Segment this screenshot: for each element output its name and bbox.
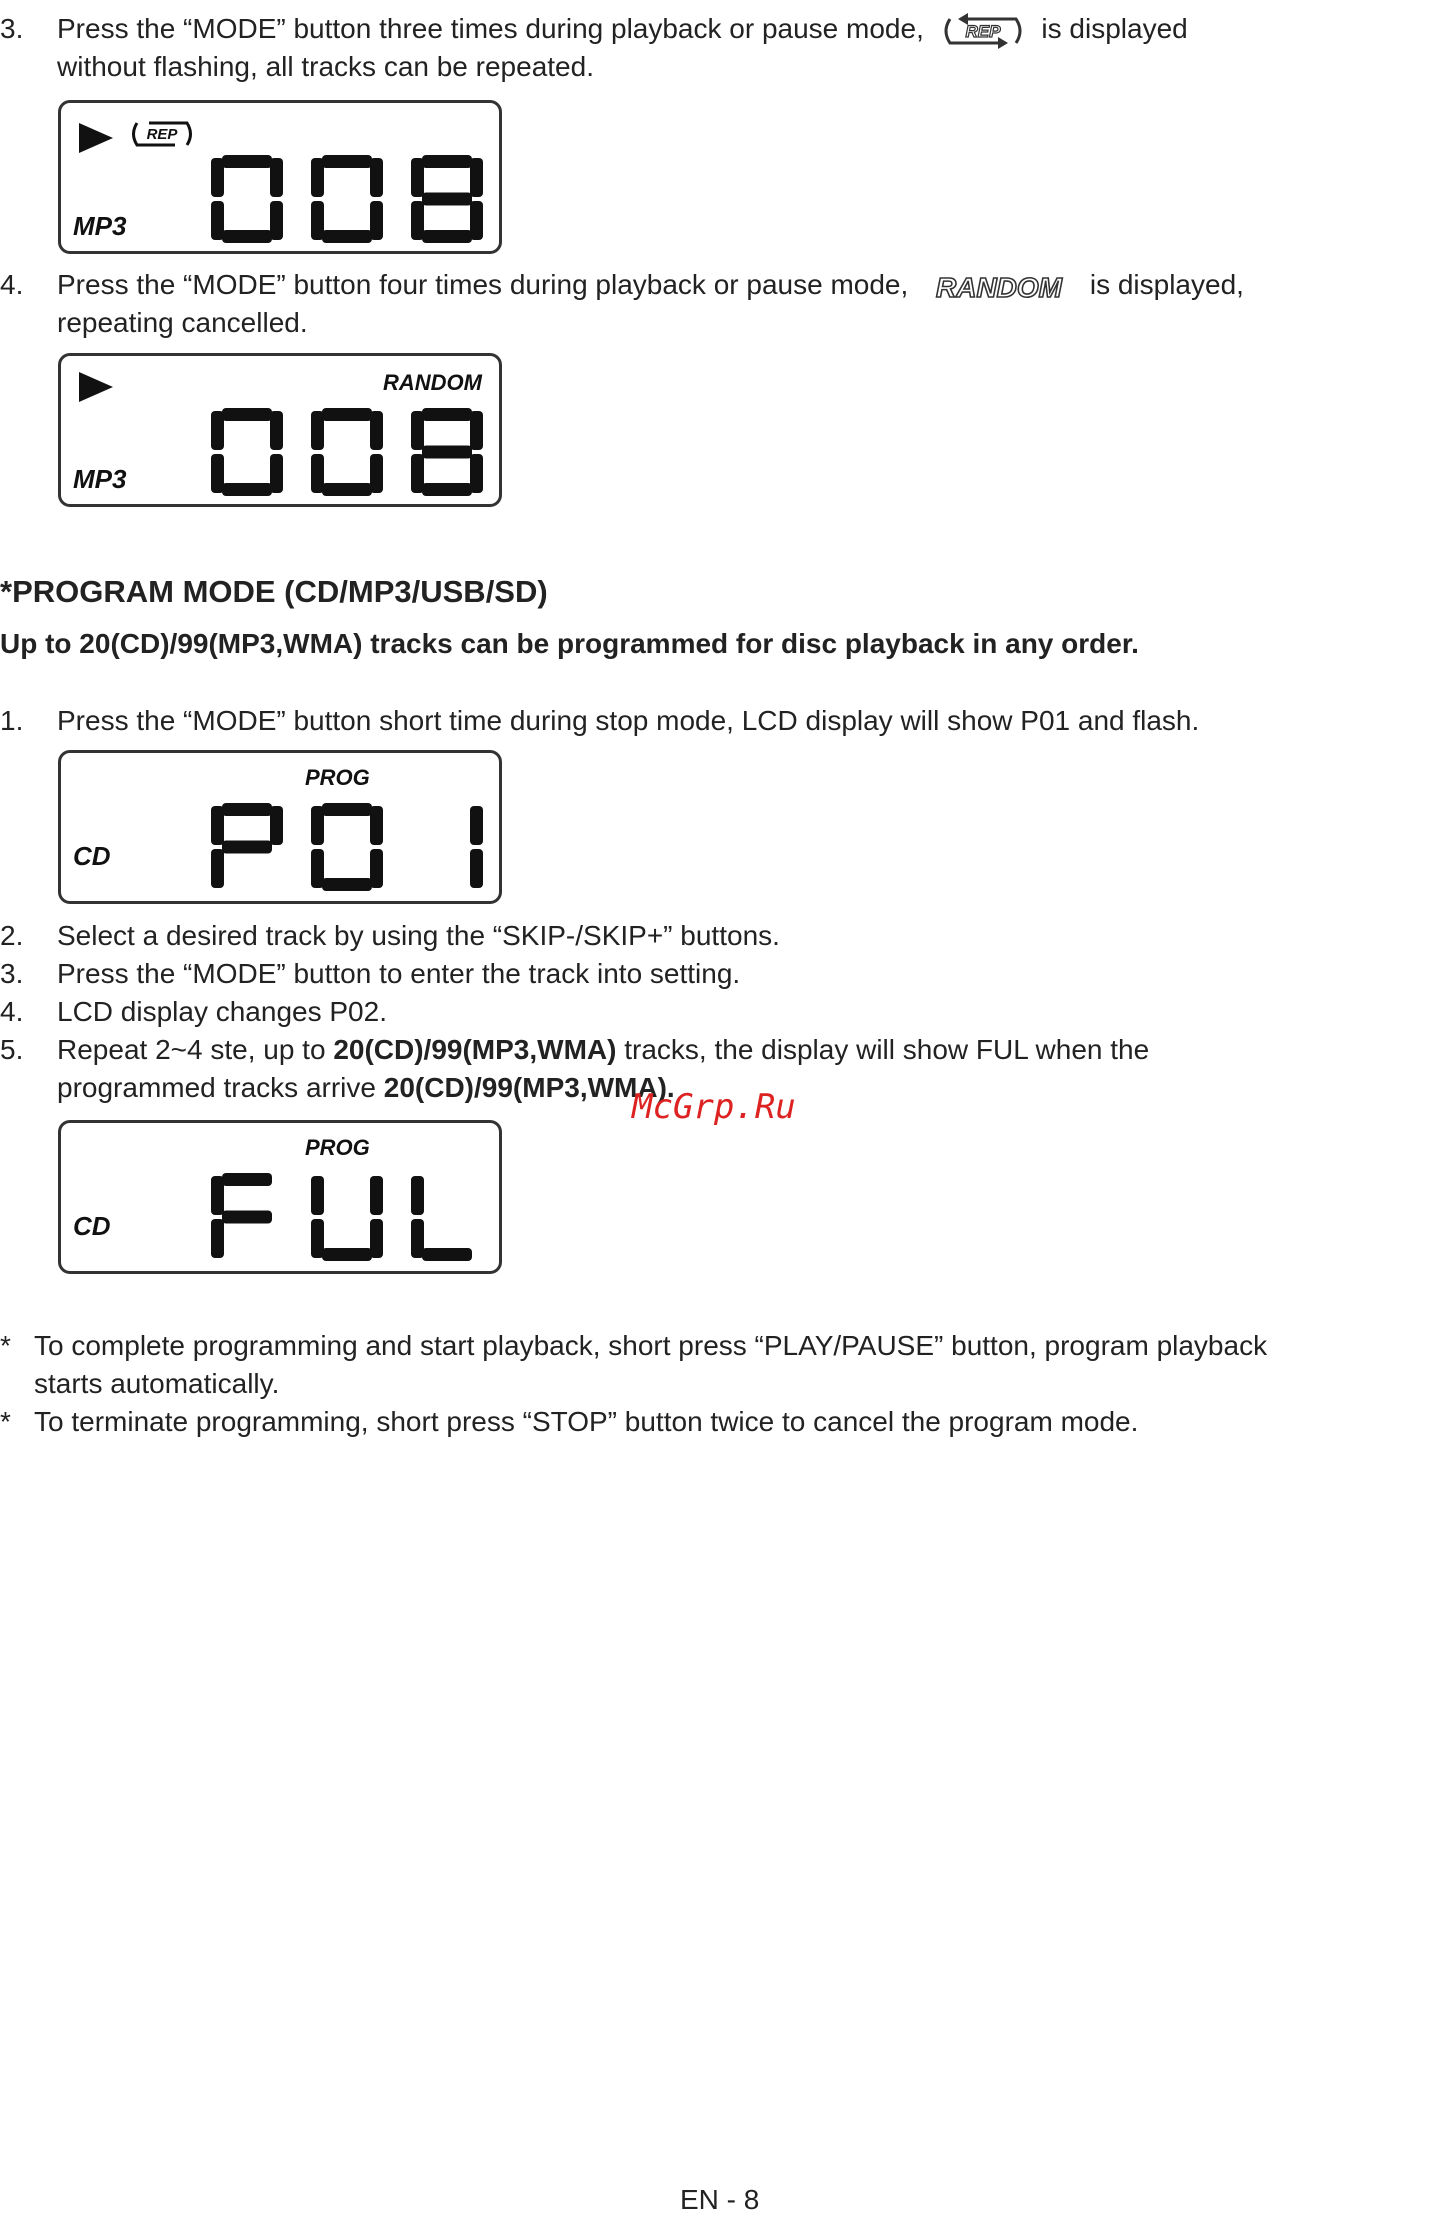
lcd-segment-f [311,158,324,197]
note-text-cont: starts automatically. [34,1368,280,1399]
step-text-b: is displayed, [1089,269,1244,300]
lcd-source-label: MP3 [73,211,127,241]
step-text-a: Press the “MODE” button four times during playback or pause mode, [57,269,909,300]
lcd-segment-a [322,155,372,168]
step-text [57,10,1188,51]
lcd-segment-a [222,803,272,816]
lcd-segment-f [311,1176,324,1215]
step-number: 3. [0,958,24,989]
step-number: 3. [0,13,24,44]
step-text-b: tracks, the display will show FUL when the [616,1034,1150,1065]
lcd-segment-d [322,230,372,243]
step-text-c: programmed tracks arrive [57,1072,384,1103]
lcd-segment-d [422,483,472,496]
lcd-segment-e [411,454,424,493]
svg-text:REP: REP [146,126,178,143]
lcd-segment-a [422,408,472,421]
svg-text:REP: REP [965,21,1001,41]
step-text-a: Repeat 2~4 ste, up to [57,1034,334,1065]
random-icon [924,269,1074,305]
lcd-segment-e [211,1219,224,1258]
lcd-segment-b [270,411,283,450]
lcd-segment-f [211,1176,224,1215]
lcd-segment-a [222,155,272,168]
lcd-segment-d [422,1248,472,1261]
lcd-segment-e [411,201,424,240]
step-text: Press the “MODE” button short time during stop mode, LCD display will show P01 and flash. [57,705,1200,736]
step-number: 5. [0,1034,24,1065]
lcd-display-ful [58,1120,502,1274]
lcd-digits [211,404,491,500]
lcd-segment-f [211,411,224,450]
lcd-segment-b [370,1176,383,1215]
step-text-cont [57,1069,675,1107]
step-text: Select a desired track by using the “SKIP-/SKIP+” buttons. [57,920,780,951]
lcd-segment-d [422,230,472,243]
step-number: 4. [0,996,24,1027]
lcd-segment-c [470,849,483,888]
lcd-indicator: PROG [305,765,370,790]
lcd-digits [211,799,491,895]
rep-icon [127,117,197,151]
note-star: * [0,1330,11,1361]
lcd-segment-a [222,1173,272,1186]
note-text: To terminate programming, short press “STOP” button twice to cancel the program mode. [34,1406,1139,1437]
lcd-segment-b [470,411,483,450]
lcd-segment-a [322,408,372,421]
lcd-segment-f [211,806,224,845]
lcd-segment-b [270,806,283,845]
step-text: LCD display changes P02. [57,996,387,1027]
lcd-digits [211,151,491,247]
lcd-segment-e [411,1219,424,1258]
lcd-segment-b [470,806,483,845]
lcd-segment-a [422,155,472,168]
lcd-segment-f [311,411,324,450]
section-subheading: Up to 20(CD)/99(MP3,WMA) tracks can be programmed for disc playback in any order. [0,628,1139,659]
section-heading: *PROGRAM MODE (CD/MP3/USB/SD) [0,574,548,609]
step-text: Press the “MODE” button to enter the track into setting. [57,958,741,989]
lcd-segment-b [370,806,383,845]
step-text-bold: 20(CD)/99(MP3,WMA) [333,1034,617,1065]
lcd-segment-d [322,483,372,496]
step-text-bold: 20(CD)/99(MP3,WMA). [383,1072,675,1103]
rep-icon [938,11,1028,51]
page-number: EN - 8 [680,2184,760,2215]
step-number: 2. [0,920,24,951]
note-star: * [0,1406,11,1437]
lcd-segment-g [222,1211,272,1224]
lcd-segment-d [322,878,372,891]
lcd-indicator: PROG [305,1135,370,1160]
lcd-segment-a [322,803,372,816]
lcd-segment-e [311,849,324,888]
lcd-display-random [58,353,502,507]
lcd-source-label: MP3 [73,464,127,494]
lcd-segment-e [311,1219,324,1258]
lcd-segment-d [222,483,272,496]
lcd-segment-b [270,158,283,197]
lcd-display-p01 [58,750,502,904]
lcd-segment-g [222,841,272,854]
step-text [57,266,1244,305]
lcd-indicator: RANDOM [383,370,482,395]
lcd-segment-f [211,158,224,197]
lcd-segment-e [311,454,324,493]
lcd-segment-d [322,1248,372,1261]
play-icon [79,123,113,153]
step-text-cont: repeating cancelled. [57,307,308,338]
lcd-segment-e [211,454,224,493]
watermark: McGrp.Ru [632,1087,796,1127]
lcd-segment-f [411,158,424,197]
step-text [57,1031,1149,1069]
lcd-segment-e [311,201,324,240]
lcd-segment-g [422,446,472,459]
lcd-segment-b [370,158,383,197]
lcd-segment-f [311,806,324,845]
step-number: 1. [0,705,24,736]
lcd-display-repeat [58,100,502,254]
lcd-segment-f [411,1176,424,1215]
lcd-segment-f [411,411,424,450]
lcd-segment-g [422,193,472,206]
lcd-digits [211,1169,491,1265]
lcd-segment-b [470,158,483,197]
lcd-segment-e [211,849,224,888]
play-icon [79,372,113,402]
lcd-segment-b [370,411,383,450]
note-text: To complete programming and start playback, short press “PLAY/PAUSE” button, program playback [34,1330,1268,1361]
step-text-b: is displayed [1041,13,1188,44]
lcd-source-label: CD [73,841,111,871]
lcd-segment-d [222,230,272,243]
step-text-cont: without flashing, all tracks can be repeated. [57,51,594,82]
step-number: 4. [0,269,24,300]
lcd-source-label: CD [73,1211,111,1241]
lcd-segment-e [211,201,224,240]
step-text-a: Press the “MODE” button three times during playback or pause mode, [57,13,924,44]
lcd-segment-a [222,408,272,421]
svg-text:RANDOM: RANDOM [936,271,1063,303]
